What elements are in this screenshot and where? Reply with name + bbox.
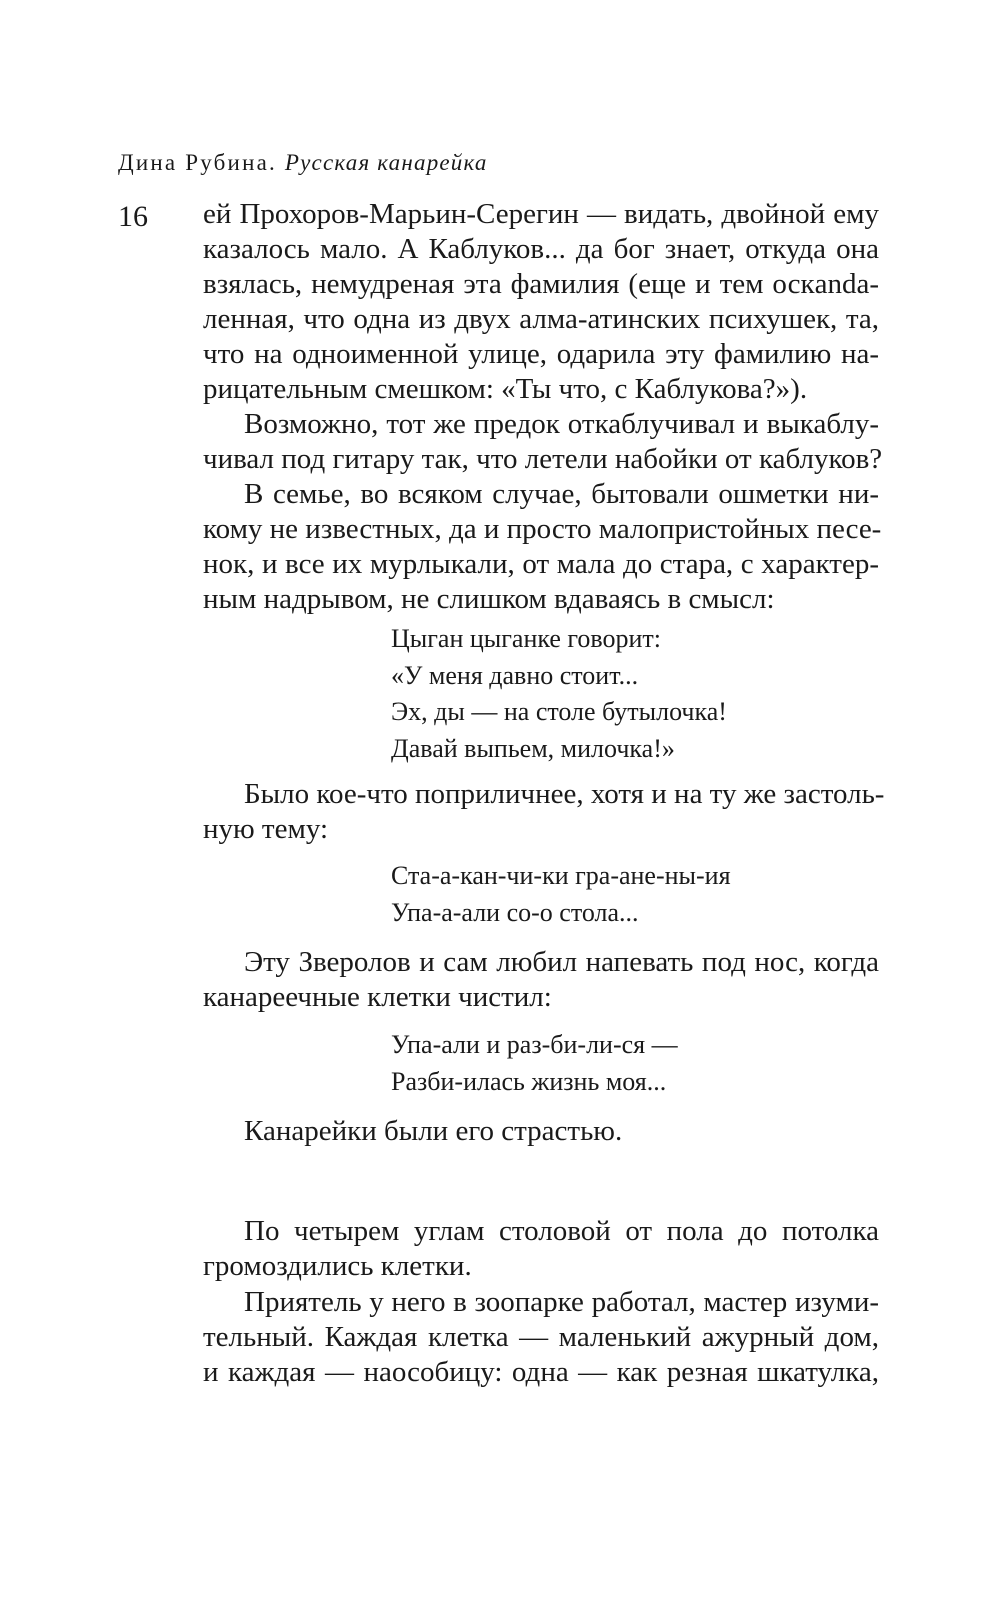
text-line: тельный. Каждая клетка — маленький ажурный дом, [203, 1321, 879, 1353]
text-line: громоздились клетки. [203, 1250, 472, 1282]
text-line: и каждая — наособицу: одна — как резная шкатулка, [203, 1356, 879, 1388]
text-line: ную тему: [203, 813, 329, 845]
verse-line: Упа-али и раз-би-ли-ся — [391, 1030, 678, 1059]
text-line: Канарейки были его страстью. [244, 1115, 623, 1147]
verse-line: Давай выпьем, милочка!» [391, 733, 675, 763]
verse-block [391, 1027, 678, 1100]
verse-block [391, 621, 727, 767]
text-line: ей Прохоров-Марьин-Серегин — видать, двойной ему [203, 198, 879, 230]
text-line: Было кое-что поприличнее, хотя и на ту же застоль- [244, 778, 885, 810]
paragraph-continuation [203, 197, 879, 407]
text-line: нок, и все их мурлыкали, от мала до стара, с характер- [203, 548, 879, 580]
text-line: чивал под гитару так, что летели набойки от каблуков? [203, 443, 883, 475]
text-line: Приятель у него в зоопарке работал, мастер изуми- [244, 1286, 879, 1318]
paragraph [203, 477, 882, 617]
paragraph [203, 407, 883, 477]
verse-line: Разби-илась жизнь моя... [391, 1066, 667, 1096]
text-line: кому не известных, да и просто малопристойных песе- [203, 513, 882, 545]
verse-line: Упа-а-али со-о стола... [391, 897, 639, 927]
verse-line: Эх, ды — на столе бутылочка! [391, 697, 727, 726]
paragraph [203, 1114, 879, 1149]
text-line: казалось мало. А Каблуков... да бог знает, откуда она [203, 233, 879, 265]
verse-line: Ста-а-кан-чи-ки гра-ане-ны-ия [391, 861, 731, 890]
running-head [118, 150, 488, 176]
text-line: рицательным смешком: «Ты что, с Каблукова?»). [203, 373, 808, 405]
verse-block [391, 858, 731, 931]
page-number: 16 [118, 200, 148, 233]
text-line: взялась, немудреная эта фамилия (еще и тем оскanda- [203, 268, 879, 300]
paragraph [203, 1285, 879, 1390]
paragraph [203, 777, 885, 847]
text-line: канареечные клетки чистил: [203, 981, 552, 1013]
text-line: В семье, во всяком случае, бытовали ошметки ни- [244, 478, 879, 510]
paragraph [203, 1214, 879, 1284]
text-line: Эту Зверолов и сам любил напевать под нос, когда [244, 946, 879, 978]
text-line: ным надрывом, не слишком вдаваясь в смысл: [203, 583, 775, 615]
verse-line: «У меня давно стоит... [391, 660, 639, 690]
author-name: Дина Рубина. [118, 150, 277, 175]
text-line: По четырем углам столовой от пола до потолка [244, 1215, 879, 1247]
text-line: ленная, что одна из двух алма-атинских психушек, та, [203, 303, 879, 335]
verse-line: Цыган цыганке говорит: [391, 624, 662, 653]
text-line: что на одноименной улице, одарила эту фамилию на- [203, 338, 879, 370]
paragraph [203, 945, 879, 1015]
text-line: Возможно, тот же предок откаблучивал и выкаблу- [244, 408, 879, 440]
book-title: Русская канарейка [284, 150, 488, 175]
